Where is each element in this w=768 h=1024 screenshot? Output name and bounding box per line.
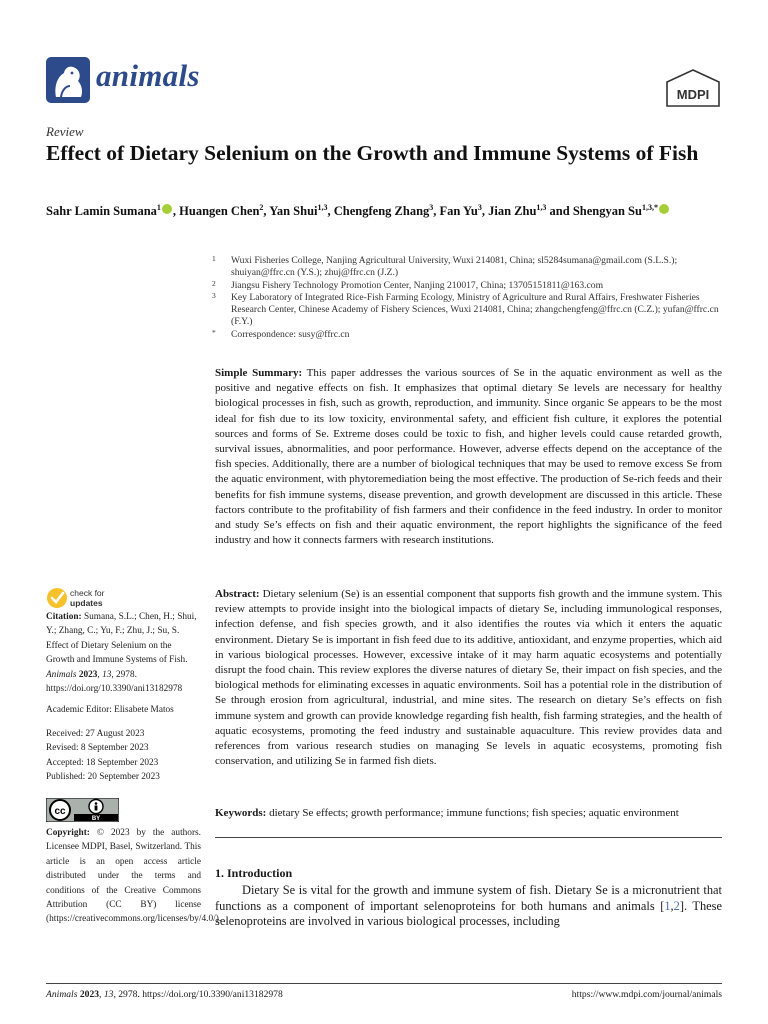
affiliation-text: Key Laboratory of Integrated Rice-Fish Farming Ecology, Ministry of Agriculture and Rural Affairs, Freshwater Fisheries Research Center, Chinese Academy of Fishery Sciences, Wuxi 214081, China; zhangchengfeng@ffrc.cn (C.Z.); yufan@ffrc.cn (F.Y.): [231, 291, 719, 328]
footer-url[interactable]: https://www.mdpi.com/journal/animals: [571, 989, 722, 1000]
footer-divider: [46, 983, 722, 984]
journal-name: animals: [96, 58, 200, 93]
simple-summary-label: Simple Summary:: [215, 367, 303, 379]
date-accepted: Accepted: 18 September 2023: [46, 757, 159, 768]
footer-journal: Animals: [46, 989, 78, 1000]
svg-text:updates: updates: [70, 598, 103, 608]
citation-link-1[interactable]: 1: [664, 898, 671, 913]
author-name: Sahr Lamin Sumana: [46, 204, 157, 219]
dates: [46, 727, 201, 785]
abstract-text: Dietary selenium (Se) is an essential component that supports fish growth and the immune system. This review attempts to provide insight into the biological impacts of dietary Se, including immunological responses, infection defense, and fish species growth, and it also identifies the routes via which it enters the aquatic environment. Dietary Se is important in fish feed due to its additive, antioxidant, and enzyme properties, which aid in various biological processes. However, excessive intake of it may harm aquatic ecosystems and potentially disrupt the food chain. This review explores the diverse natures of dietary Se, their impact on fish species, and the biological methods for eliminating excesses in aquatic environments. Soil has a potential role in the distribution of Se through erosion from agricultural, industrial, and mine sites. The research on dietary Se’s effects on fish immune system and growth can provide knowledge regarding fish health, fish farming strategies, and the health of aquatic ecosystems, promoting the feed industry and sustainable aquaculture. This review provides data and references from various research studies on managing Se levels in aquatic ecosystems, promoting fish conservation, and utilizing Se in farmed fish diets.: [215, 588, 722, 768]
orcid-icon[interactable]: [659, 204, 669, 214]
footer-doi[interactable]: , 2978. https://doi.org/10.3390/ani13182978: [113, 989, 283, 1000]
citation-year: 2023: [78, 669, 98, 680]
orcid-icon[interactable]: [162, 204, 172, 214]
author-name: Jian Zhu: [488, 204, 537, 219]
date-received: Received: 27 August 2023: [46, 729, 145, 739]
abstract: [215, 587, 722, 769]
author-affiliation-marker: 3: [429, 203, 434, 212]
keywords: [215, 806, 722, 821]
affiliation-text: Jiangsu Fishery Technology Promotion Center, Nanjing 210017, China; 13705151811@163.com: [231, 279, 604, 291]
affiliations: [212, 255, 722, 341]
author-name: Chengfeng Zhang: [333, 204, 430, 219]
simple-summary: [215, 366, 722, 548]
cc-by-icon[interactable]: [46, 798, 119, 822]
author-affiliation-marker: 2: [259, 203, 264, 212]
affiliation-text: Correspondence: susy@ffrc.cn: [231, 328, 350, 340]
svg-text:check for: check for: [70, 588, 105, 598]
citation-link-2[interactable]: 2: [673, 898, 680, 913]
author-affiliation-marker: 1,3: [317, 203, 328, 212]
introduction-paragraph: [215, 883, 722, 930]
keywords-text: dietary Se effects; growth performance; immune functions; fish species; aquatic environment: [269, 807, 679, 819]
intro-text: Dietary Se is vital for the growth and immune system of fish. Dietary Se is a micronutrient that functions as a component of important selenoproteins for both humans and animals [: [215, 883, 722, 913]
copyright-notice: [46, 826, 222, 927]
affiliation: [212, 255, 722, 280]
author-list: [46, 199, 746, 220]
affiliation-number: *: [212, 327, 216, 337]
author-separator: ,: [327, 204, 334, 219]
section-heading-introduction: 1. Introduction: [215, 866, 293, 880]
simple-summary-text: This paper addresses the various sources of Se in the aquatic environment as well as the positive and negative effects on fish. It emphasizes that optimal dietary Se levels are necessary for healthy biological processes in fish, such as growth, reproduction, and immunity. Since organic Se appears to be the most ideal for fish due to its low toxicity, environmental safety, and efficient fish culture, it explores the potential sources and forms of Se. Extreme doses could be toxic to fish, and higher levels could cause retarded growth, survival issues, abnormalities, and poor performance. However, adverse effects depend on the acceptance of the fish species. Additionally, there are a number of biological techniques that may be used to remove excess Se from the aquatic environment, with phytoremediation being the most effective. The production of Se-rich feeds and their benefits for fish immune systems, disease prevention, and growth development are discussed in this article. These factors contribute to the profitability of fish farmers and their confidence in the feed industry. In order to monitor and study Se’s effects on fish and their aquatic environment, the report highlights the significance of the feed industry and how it connects farmers with research institutions.: [215, 367, 722, 547]
author-affiliation-marker: 1,3,*: [641, 203, 658, 212]
author-name: Huangen Chen: [179, 204, 260, 219]
author-affiliation-marker: 3: [477, 203, 482, 212]
affiliation: [212, 280, 722, 292]
date-published: Published: 20 September 2023: [46, 772, 160, 783]
affiliation: [212, 292, 722, 329]
citation-text: Sumana, S.L.; Chen, H.; Shui, Y.; Zhang, C.; Yu, F.; Zhu, J.; Su, S. Effect of Dietary Selenium on the Growth and Immune Systems of Fish.: [46, 612, 197, 666]
svg-text:MDPI: MDPI: [676, 87, 710, 102]
section-divider: [215, 837, 722, 838]
copyright-text: © 2023 by the authors. Licensee MDPI, Basel, Switzerland. This article is an open access article distributed under the terms and conditions of the Creative Commons Attribution (CC BY) license (https://creativecommons.org/licenses/by/4.0/).: [46, 828, 222, 925]
footer-volume: 13: [103, 989, 114, 1000]
author-separator: ,: [263, 204, 270, 219]
copyright-label: Copyright:: [46, 828, 90, 838]
svg-text:cc: cc: [54, 806, 66, 817]
author-affiliation-marker: 1,3: [536, 203, 547, 212]
intro-text-continued: ]. These selenoproteins are involved in various biological processes, including: [215, 898, 723, 928]
mdpi-logo[interactable]: [664, 68, 722, 108]
affiliation-number: 2: [212, 278, 216, 288]
abstract-label: Abstract:: [215, 588, 260, 600]
author-separator: ,: [481, 204, 489, 219]
article-title: Effect of Dietary Selenium on the Growth and Immune Systems of Fish: [46, 141, 699, 165]
date-revised: Revised: 8 September 2023: [46, 743, 149, 754]
citation-doi[interactable]: , 2978. https://doi.org/10.3390/ani13182978: [46, 669, 183, 695]
keywords-label: Keywords:: [215, 807, 267, 819]
author-name: Yan Shui: [269, 204, 318, 219]
citation-volume: 13: [102, 669, 112, 680]
affiliation: [212, 329, 722, 341]
check-updates-icon[interactable]: [46, 585, 116, 611]
affiliation-number: 3: [212, 290, 216, 300]
citation-journal: Animals: [46, 669, 77, 680]
author-separator: ,: [433, 204, 440, 219]
author-affiliation-marker: 1: [156, 203, 161, 212]
footer-citation: Animals 2023, 13, 2978. https://doi.org/10.3390/ani13182978: [46, 989, 283, 1000]
author-name: Fan Yu: [439, 204, 478, 219]
citation-block: Citation: Sumana, S.L.; Chen, H.; Shui, Y.; Zhang, C.; Yu, F.; Zhu, J.; Su, S. Effect of Dietary Selenium on the Growth and Immune Systems of Fish. Animals 2023, 13, 2978. https://doi.org/10.3390/ani13182978: [46, 612, 197, 695]
author-name: Shengyan Su: [572, 204, 642, 219]
gorilla-icon: [46, 57, 90, 103]
author-separator: and: [546, 204, 573, 219]
svg-text:BY: BY: [91, 816, 101, 822]
article-type: Review: [46, 124, 84, 139]
citation-label: Citation:: [46, 612, 82, 622]
footer-year: 2023: [79, 989, 100, 1000]
academic-editor: Academic Editor: Elisabete Matos: [46, 705, 174, 715]
author-separator: ,: [172, 204, 180, 219]
affiliation-text: Wuxi Fisheries College, Nanjing Agricultural University, Wuxi 214081, China; sl5284sumana@gmail.com (S.L.S.); shuiyan@ffrc.cn (Y.S.); zhuj@ffrc.cn (J.Z.): [231, 255, 678, 279]
citation-separator: ,: [670, 898, 674, 913]
affiliation-number: 1: [212, 254, 216, 263]
